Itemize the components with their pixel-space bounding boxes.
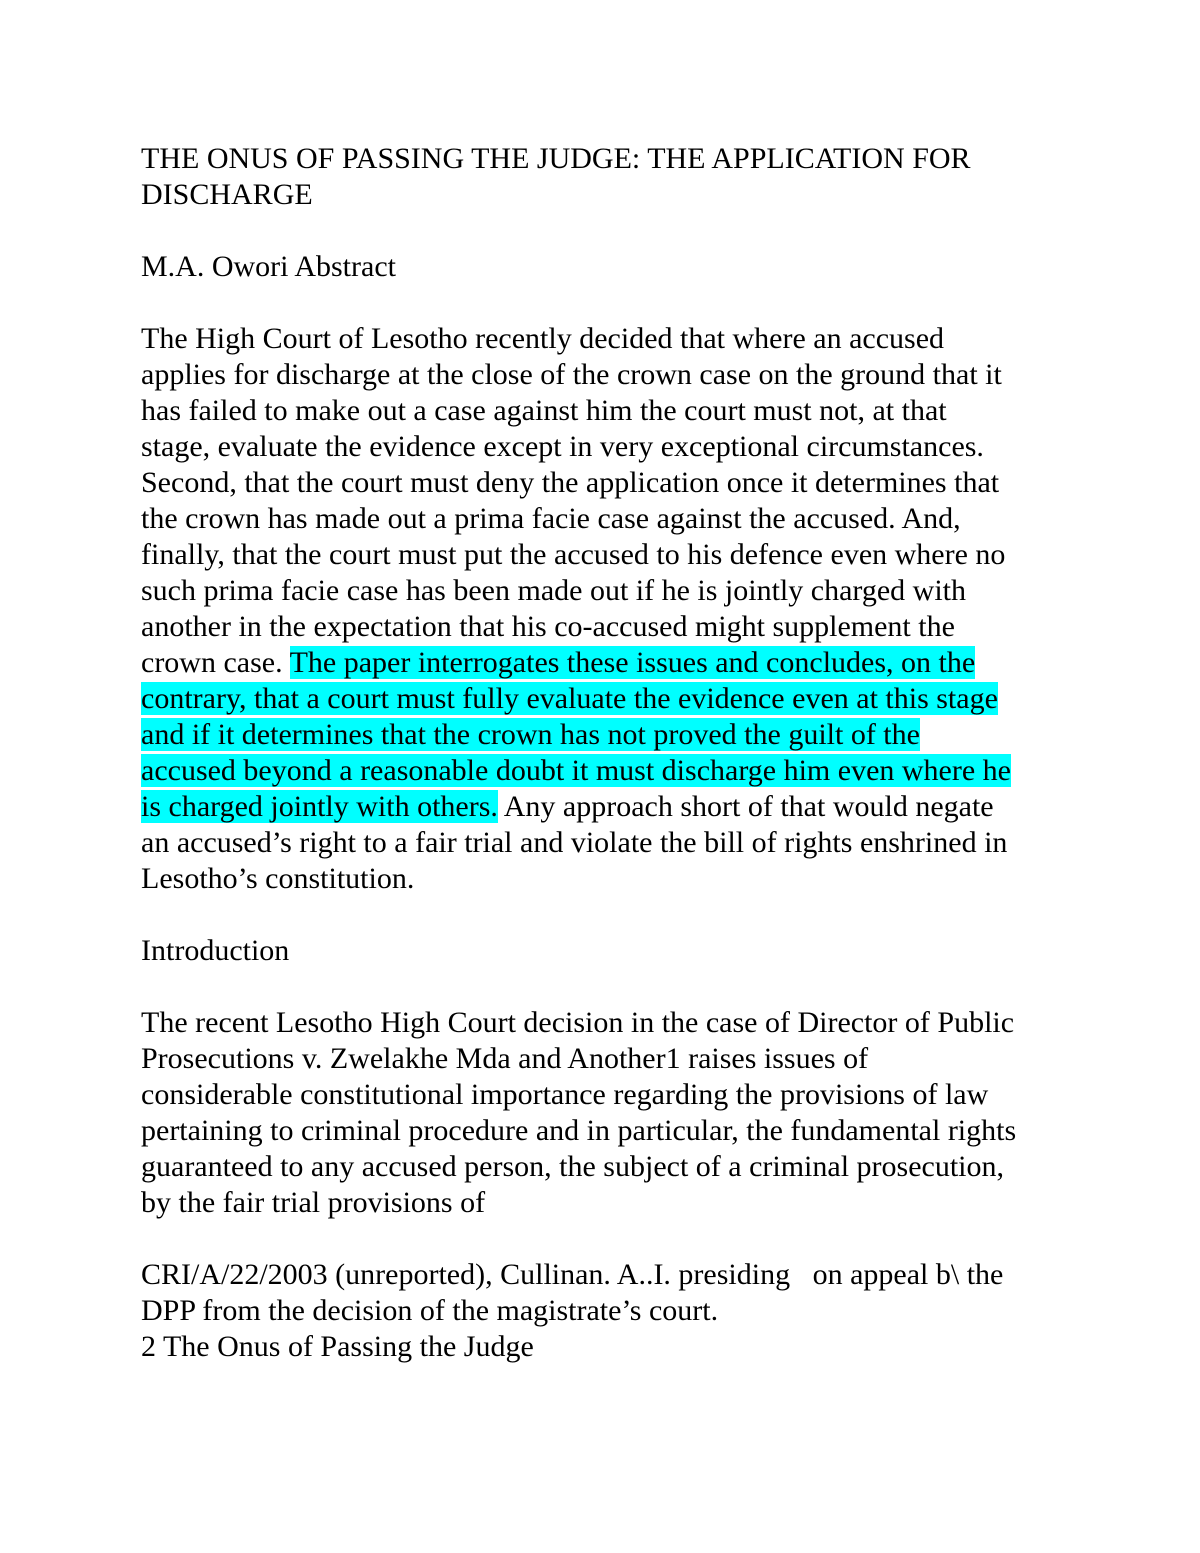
- footnote: [141, 1257, 1071, 1329]
- highlighted-text: and if it determines that the crown has not proved the guilt of the: [141, 718, 920, 751]
- abstract-line: has failed to make out a case against him the court must not, at that: [141, 394, 947, 427]
- abstract-line: applies for discharge at the close of the crown case on the ground that it: [141, 358, 1002, 391]
- abstract-line: the crown has made out a prima facie case against the accused. And,: [141, 502, 961, 535]
- highlighted-text: is charged jointly with others.: [141, 790, 498, 823]
- abstract-line-highlighted: [141, 753, 1071, 789]
- spacer: [141, 285, 1071, 321]
- highlighted-text: contrary, that a court must fully evaluate the evidence even at this stage: [141, 682, 998, 715]
- title-line: THE ONUS OF PASSING THE JUDGE: THE APPLICATION FOR: [141, 142, 971, 175]
- abstract-line-mixed: [141, 789, 1071, 825]
- abstract-line: such prima facie case has been made out if he is jointly charged with: [141, 574, 966, 607]
- spacer: [141, 1221, 1071, 1257]
- highlighted-text: accused beyond a reasonable doubt it must discharge him even where he: [141, 754, 1011, 787]
- introduction-line: The recent Lesotho High Court decision in the case of Director of Public: [141, 1006, 1015, 1039]
- introduction-line: considerable constitutional importance regarding the provisions of law: [141, 1078, 989, 1111]
- introduction-line: by the fair trial provisions of: [141, 1186, 486, 1219]
- abstract-text: Any approach short of that would negate: [497, 790, 994, 823]
- introduction-line: guaranteed to any accused person, the subject of a criminal prosecution,: [141, 1150, 1005, 1183]
- abstract-line: Second, that the court must deny the application once it determines that: [141, 466, 1000, 499]
- spacer: [141, 969, 1071, 1005]
- introduction-heading: Introduction: [141, 934, 290, 967]
- abstract-line-highlighted: [141, 681, 1071, 717]
- introduction-paragraph: [141, 1005, 1071, 1221]
- abstract-line: stage, evaluate the evidence except in very exceptional circumstances.: [141, 430, 984, 463]
- abstract-line-highlighted: [141, 717, 1071, 753]
- document-title: [141, 141, 1071, 213]
- footnote-line: CRI/A/22/2003 (unreported), Cullinan. A..I. presiding on appeal b\ the: [141, 1258, 1004, 1291]
- abstract-line-mixed: [141, 645, 1071, 681]
- abstract-line: an accused’s right to a fair trial and violate the bill of rights enshrined in: [141, 826, 1008, 859]
- footnote-line: DPP from the decision of the magistrate’s court.: [141, 1294, 719, 1327]
- abstract-line: The High Court of Lesotho recently decided that where an accused: [141, 322, 945, 355]
- abstract-text: crown case.: [141, 646, 290, 679]
- introduction-line: Prosecutions v. Zwelakhe Mda and Another1 raises issues of: [141, 1042, 869, 1075]
- author-line: M.A. Owori Abstract: [141, 250, 396, 283]
- introduction-line: pertaining to criminal procedure and in particular, the fundamental rights: [141, 1114, 1017, 1147]
- abstract-line: another in the expectation that his co-accused might supplement the: [141, 610, 955, 643]
- document-page: [141, 141, 1071, 1365]
- title-line: DISCHARGE: [141, 178, 313, 211]
- spacer: [141, 213, 1071, 249]
- highlighted-text: The paper interrogates these issues and concludes, on the: [289, 646, 976, 679]
- abstract-paragraph: [141, 321, 1071, 897]
- abstract-line: finally, that the court must put the accused to his defence even where no: [141, 538, 1006, 571]
- abstract-line: Lesotho’s constitution.: [141, 862, 415, 895]
- spacer: [141, 897, 1071, 933]
- running-header: 2 The Onus of Passing the Judge: [141, 1330, 534, 1363]
